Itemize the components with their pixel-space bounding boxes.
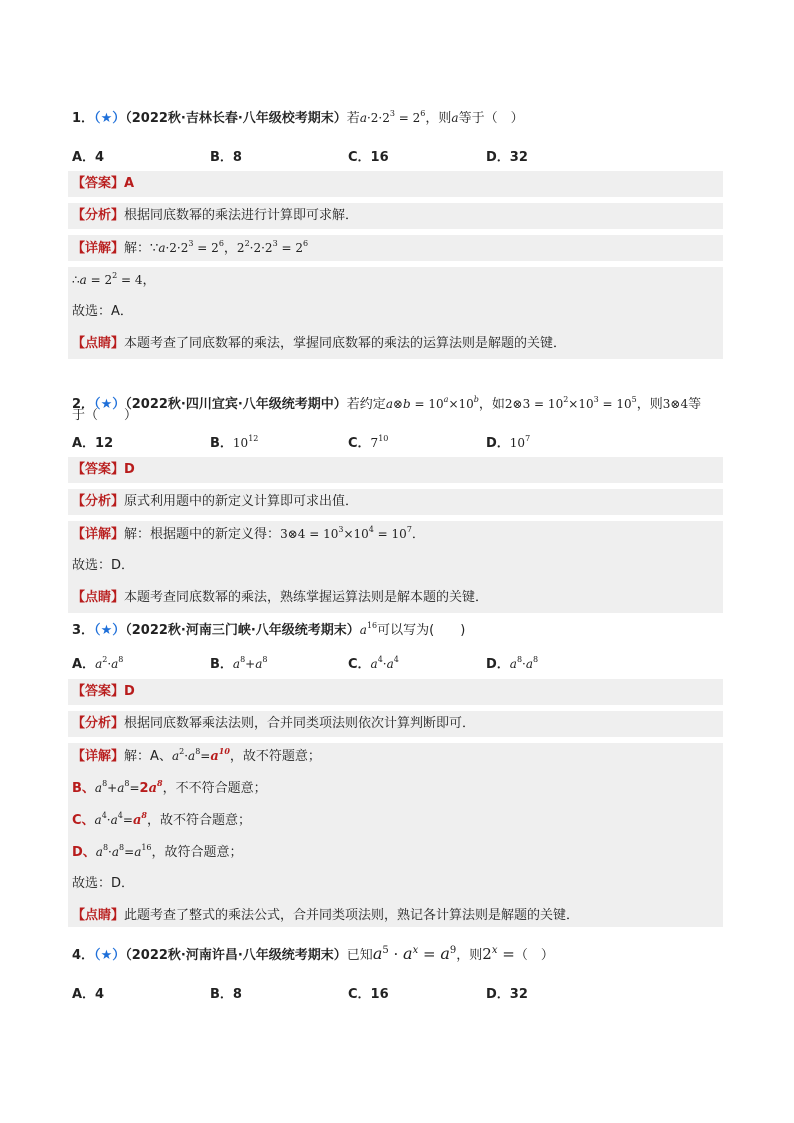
option-a: A．12 xyxy=(72,436,114,451)
analysis-row: 【分析】根据同底数幂乘法法则，合并同类项法则依次计算判断即可． xyxy=(72,716,476,731)
option-c: C．$a^4\cdot a^4$ xyxy=(348,655,399,672)
select-row: 故选：D． xyxy=(72,876,135,891)
question-2-stem-line2: 于（ ） xyxy=(72,408,138,423)
option-a: A．$a^2\cdot a^8$ xyxy=(72,655,124,672)
option-a: A．4 xyxy=(72,987,105,1002)
detail-row: 【详解】解：$\because a\cdot 2\cdot 2^3 = 2^6$，$2^2\cdot 2\cdot 2^3 = 2^6$ xyxy=(72,239,309,256)
math-expression: a xyxy=(359,111,367,125)
answer-value: D xyxy=(124,684,135,699)
question-source: （2022秋·四川宜宾·八年级统考期中） xyxy=(125,397,347,412)
option-d: D．32 xyxy=(486,150,528,165)
analysis-row: 【分析】根据同底数幂的乘法进行计算即可求解． xyxy=(72,208,359,223)
select-row: 故选：D． xyxy=(72,558,135,573)
detail-row: D、$a^8\cdot a^8=a^{16}$，故符合题意； xyxy=(72,843,243,860)
question-number: 4． xyxy=(72,948,95,963)
option-c: C．16 xyxy=(348,150,389,165)
analysis-row: 【分析】原式利用题中的新定义计算即可求出值． xyxy=(72,494,359,509)
question-2-stem: 2．（★）（2022秋·四川宜宾·八年级统考期中）若约定a⊗b = $10^a\times 10^b$，如2⊗3 = $10^2\times 10^3 = 10^5$，则3⊗4等 xyxy=(72,395,702,412)
comment-row: 【点睛】此题考查了整式的乘法公式，合并同类项法则，熟记各计算法则是解题的关键． xyxy=(72,908,580,923)
option-d: D．$a^8\cdot a^8$ xyxy=(486,655,539,672)
detail-box xyxy=(68,743,723,927)
answer-box xyxy=(68,457,723,483)
option-b: B．$10^{12}$ xyxy=(210,434,259,451)
answer-box xyxy=(68,171,723,197)
detail-row: ∴a = $2^2 = 4$， xyxy=(72,271,156,288)
option-b: B．8 xyxy=(210,150,242,165)
question-number: 2． xyxy=(72,397,95,412)
difficulty-star-icon: （★） xyxy=(94,623,126,638)
answer-row: 【答案】D xyxy=(72,462,135,477)
option-c: C．$7^{10}$ xyxy=(348,434,389,451)
comment-row: 【点睛】本题考查了同底数幂的乘法，掌握同底数幂的乘法的运算法则是解题的关键． xyxy=(72,336,567,351)
option-c: C．16 xyxy=(348,987,389,1002)
question-source: （2022秋·吉林长春·八年级校考期末） xyxy=(125,111,347,126)
question-number: 3． xyxy=(72,623,95,638)
answer-row: 【答案】A xyxy=(72,176,135,191)
difficulty-star-icon: （★） xyxy=(94,397,126,412)
select-row: 故选：A． xyxy=(72,304,133,319)
detail-row: C、$a^4\cdot a^4=a^8$，故不符合题意； xyxy=(72,810,251,828)
question-4-stem: 4．（★）（2022秋·河南许昌·八年级统考期末）已知$a^5 \cdot a^x = a^9$，则$2^x$ =（ ） xyxy=(72,944,554,963)
question-source: （2022秋·河南三门峡·八年级统考期末） xyxy=(125,623,360,638)
question-number: 1． xyxy=(72,111,95,126)
answer-value: D xyxy=(124,462,135,477)
option-d: D．32 xyxy=(486,987,528,1002)
option-b: B．$a^8+a^8$ xyxy=(210,655,268,672)
comment-row: 【点睛】本题考查同底数幂的乘法，熟练掌握运算法则是解本题的关键． xyxy=(72,590,489,605)
answer-box xyxy=(68,679,723,705)
difficulty-star-icon: （★） xyxy=(94,948,126,963)
option-d: D．$10^7$ xyxy=(486,434,531,451)
question-3-stem: 3．（★）（2022秋·河南三门峡·八年级统考期末）$a^{16}$可以写为( ) xyxy=(72,621,466,638)
option-a: A．4 xyxy=(72,150,105,165)
detail-row: 【详解】解：A、$a^2\cdot a^8=a^{10}$，故不符题意； xyxy=(72,746,321,764)
detail-row: B、$a^8+a^8=2a^8$，不不符合题意； xyxy=(72,778,267,796)
answer-row: 【答案】D xyxy=(72,684,135,699)
difficulty-star-icon: （★） xyxy=(94,111,126,126)
detail-row: 【详解】解：根据题中的新定义得：3⊗4 = $10^3\times 10^4 = 10^7$． xyxy=(72,525,425,542)
answer-value: A xyxy=(124,176,135,191)
question-1-stem: 1．（★）（2022秋·吉林长春·八年级校考期末）若$a\cdot 2\cdot 2^3 = 2^6$，则a等于（ ） xyxy=(72,109,524,126)
option-b: B．8 xyxy=(210,987,242,1002)
question-source: （2022秋·河南许昌·八年级统考期末） xyxy=(125,948,347,963)
